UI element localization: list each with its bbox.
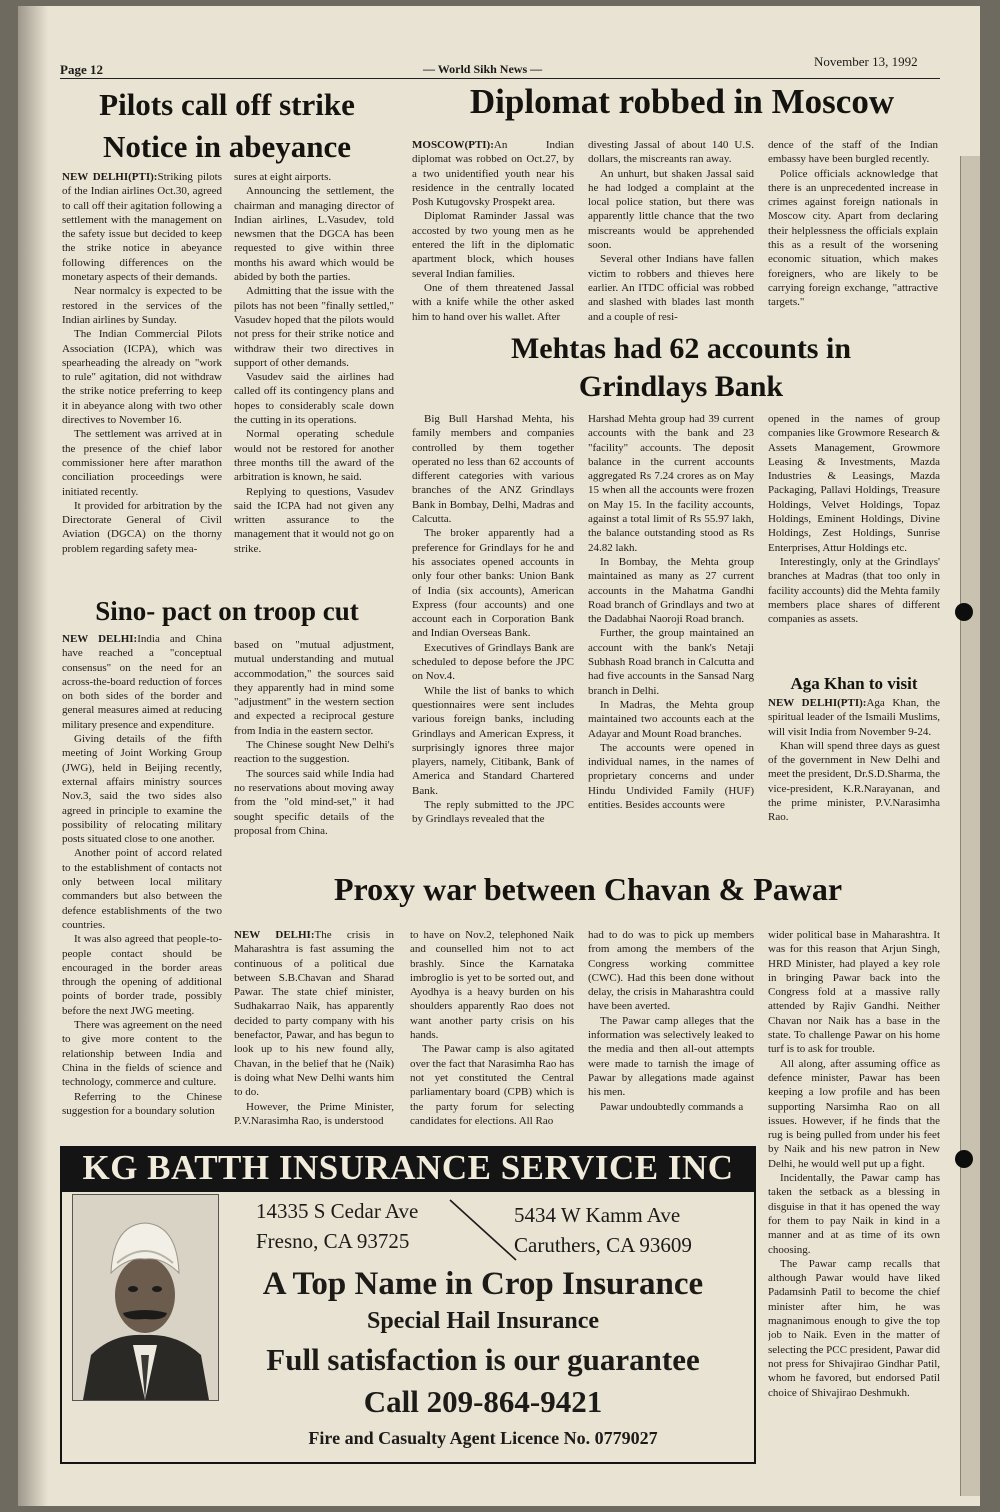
paragraph: The Pawar camp recalls that although Pawar would have liked Padamsinh Patil to become the chief minister after him, he was magnanimous enough to give the top job to Naik. Even in the matter of selecting the PCC president, Pawar did not press for Shivajirao Gindhar Patil, whom he favored, but endorsed Patil choice of Shivajirao Deshmukh.: [768, 1257, 940, 1399]
portrait-illustration: [73, 1195, 218, 1400]
issue-date: November 13, 1992: [814, 54, 918, 69]
aga-khan-column: [768, 696, 940, 864]
paragraph: sures at eight airports.: [234, 171, 332, 183]
paragraph: had to do was to pick up members from among the members of the Congress working committee (CWC). Had this been done without delay, the crisis in Maharashtra could have been averted.: [588, 929, 754, 1013]
paragraph: Replying to questions, Vasudev said the ICPA had not given any written assurance to the management that it would not go on strike.: [234, 485, 394, 555]
paragraph: dence of the staff of the Indian embassy have been burgled recently.: [768, 139, 938, 166]
paragraph: MOSCOW(PTI):An Indian diplomat was robbed on Oct.27, by a two unidentified youth near his residence in the centrally located Posh Kutugovsky Prospekt area.: [412, 139, 574, 209]
paragraph: NEW DELHI(PTI):Striking pilots of the Indian airlines Oct.30, agreed to call off their agitation following a settlement with the management on the safety issue but decided to keep the strike notice in abeyance following differences on the monetary aspects of their demands.: [62, 171, 222, 284]
page-number: Page 12: [60, 62, 103, 77]
address-caruthers: [514, 1200, 692, 1260]
pilots-subheadline: Notice in abeyance: [103, 129, 351, 164]
paragraph: Another point of accord related to the establishment of contacts not only between local military commanders but also between the defence establishments of the two countries.: [62, 847, 222, 931]
aga-khan-headline: Aga Khan to visit: [790, 674, 918, 693]
sino-column-2: [234, 638, 394, 862]
page-edge-shadow: [18, 6, 48, 1506]
paragraph: It provided for arbitration by the Directorate General of Civil Aviation (DGCA) on the thorny problem regarding safety mea-: [62, 499, 222, 555]
paragraph: wider political base in Maharashtra. It was for this reason that Arjun Singh, HRD Minister, had played a key role in bringing Pawar back into the Congress fold at a massive rally attended by Rajiv Gandhi. Neither Chavan nor Naik has a base in the state. To challenge Pawar on his home turf is to ask for trouble.: [768, 929, 940, 1056]
address-city: Caruthers, CA 93609: [514, 1233, 692, 1257]
ad-licence: Fire and Casualty Agent Licence No. 0779027: [308, 1428, 658, 1448]
pilots-column-2: [234, 170, 394, 594]
paragraph: Giving details of the fifth meeting of Joint Working Group (JWG), held in Beijing recently, external affairs ministry sources Nov.3, said the two sides also agreed in principle to examine the possibility of relocating military posts situated close to one another.: [62, 733, 222, 846]
paragraph: Harshad Mehta group had 39 current accounts with the bank and 23 "facility" accounts. The deposit balance in the current accounts aggregated Rs 7.24 crores as on May 15 when all the accounts were frozen on May 15. In the facility accounts, against a total limit of Rs 55.97 lakh, the balance outstanding stood as Rs 24.82 lakh.: [588, 413, 754, 554]
address-street: 14335 S Cedar Ave: [256, 1199, 419, 1223]
agent-portrait-photo: [72, 1194, 219, 1401]
binder-hole: [955, 1150, 973, 1168]
proxy-column-1: [234, 928, 394, 1140]
mehtas-column-2: [588, 412, 754, 862]
sino-column-1: [62, 632, 222, 1140]
paragraph: Announcing the settlement, the chairman and managing director of Indian airlines, L.Vasudev, told newsmen that the DGCA has been requested to give within three months his award which would be abided by both the parties.: [234, 185, 394, 284]
mehtas-column-1: [412, 412, 574, 862]
paragraph: based on "mutual adjustment, mutual understanding and mutual accommodation," the sources said they apparently had in mind some "adjustment" in the western section and expected a reciprocal gesture from India in the eastern sector.: [234, 639, 394, 737]
paragraph: Interestingly, only at the Grindlays' branches at Madras (that too only in facility accounts) did the Mehta family members place shares of different companies as assets.: [768, 555, 940, 626]
paragraph: The broker apparently had a preference for Grindlays for he and his associates opened accounts in only four other banks: Union Bank of India (six accounts), American Express (four accounts) and one account each in Corporation Bank and Indian Overseas Bank.: [412, 527, 574, 640]
moscow-column-1: [412, 138, 574, 334]
binder-hole: [955, 603, 973, 621]
paragraph: In Madras, the Mehta group maintained two accounts each at the Adayar and Mount Road branches.: [588, 698, 754, 740]
paragraph: Diplomat Raminder Jassal was accosted by two young men as he entered the lift in the diplomatic apartment block, which houses several Indian families.: [412, 210, 574, 280]
sino-headline: Sino- pact on troop cut: [95, 596, 359, 626]
paragraph: While the list of banks to which questionnaires were sent includes various foreign banks, including Grindlays and American Express, it surprisingly ignores three major players, namely, Citibank, Bank of America and Standard Chartered Bank.: [412, 684, 574, 797]
paragraph: NEW DELHI(PTI):Aga Khan, the spiritual leader of the Ismaili Muslims, will visit India from November 9-24.: [768, 697, 940, 738]
paragraph: Big Bull Harshad Mehta, his family members and companies controlled by them together operated no less than 62 accounts of different categories with various branches of the ANZ Grindlays Bank in Bombay, Delhi, Madras and Calcutta.: [412, 413, 574, 526]
paragraph: However, the Prime Minister, P.V.Narasimha Rao, is understood: [234, 1100, 394, 1127]
ad-special-hail: Special Hail Insurance: [366, 1308, 600, 1334]
proxy-column-4: [768, 928, 940, 1480]
paragraph: Further, the group maintained an account with the bank's Netaji Subhash Road branch in Calcutta and had five accounts in the Sansad Narg branch in Delhi.: [588, 627, 754, 697]
paragraph: The accounts were opened in individual names, in the names of proprietary concerns and under Hindu Undivided Family (HUF) entities. Besides accounts were: [588, 741, 754, 812]
paragraph: opened in the names of group companies like Growmore Research & Assets Management, Growmore Leasing & Investments, Mazda Industries & Leasings, Mazda Packaging, Pallavi Holdings, Treasure Holdings, Velvet Holdings, Topaz Holdings, Eminent Holdings, Divine Holdings, Zest Holdings, Sunrise Enterprises, Attur Holdings etc.: [768, 413, 940, 554]
address-city: Fresno, CA 93725: [256, 1229, 410, 1253]
paragraph: An unhurt, but shaken Jassal said he had lodged a complaint at the local police station, but there was apparently little chance that the two miscreants would be apprehended soon.: [588, 167, 754, 252]
page-edge-ruler: [960, 156, 980, 1496]
newspaper-page: [18, 6, 980, 1506]
paragraph: Several other Indians have fallen victim to robbers and thieves here earlier. An ITDC official was robbed and slashed with blades last month and a couple of resi-: [588, 253, 754, 323]
paragraph: The Pawar camp alleges that the information was selectively leaked to the media and then all-out attempts were made to tarnish the image of Pawar by allegations made against his men.: [588, 1014, 754, 1099]
paragraph: The reply submitted to the JPC by Grindlays revealed that the: [412, 799, 574, 826]
proxy-column-2: [410, 928, 574, 1140]
mehtas-headline: Mehtas had 62 accounts in: [510, 332, 852, 365]
address-fresno: [256, 1196, 418, 1256]
paragraph: One of them threatened Jassal with a knife while the other asked him to hand over his wallet. After: [412, 281, 574, 323]
paragraph: There was agreement on the need to give more content to the relationship between India and China in the fields of science and technology, commerce and culture.: [62, 1019, 222, 1089]
moscow-headline: Diplomat robbed in Moscow: [469, 82, 895, 121]
paragraph: The Chinese sought New Delhi's reaction to the suggestion.: [234, 739, 394, 766]
ad-banner: KG BATTH INSURANCE SERVICE INC: [60, 1146, 756, 1190]
mehtas-subheadline: Grindlays Bank: [578, 370, 784, 403]
proxy-column-3: [588, 928, 754, 1140]
insurance-advertisement: [60, 1146, 756, 1464]
paragraph: Admitting that the issue with the pilots has not been "finally settled," Vasudev hoped that the pilots would not press for their strike notice and withdraw their two directives in support of other demands.: [234, 285, 394, 369]
paragraph: All along, after assuming office as defence minister, Pawar has been keeping a low profile and has been supporting Narsimha Rao on all issues. However, if he finds that the rug is being pulled from under his feet by Naik and his new patron in New Delhi, he would well put up a fight.: [768, 1057, 940, 1170]
pilots-headline: Pilots call off strike: [99, 87, 355, 122]
paragraph: Pawar undoubtedly commands a: [600, 1100, 744, 1113]
paragraph: Referring to the Chinese suggestion for a boundary solution: [62, 1090, 222, 1117]
paragraph: Vasudev said the airlines had called off its contingency plans and hopes to considerably scale down the cutting in its operations.: [234, 371, 394, 427]
paragraph: Khan will spend three days as guest of the government in New Delhi and meet the president, Dr.S.D.Sharma, the vice-president, K.R.Narayanan, and the prime minister, P.V.Narasimha Rao.: [768, 739, 940, 824]
paragraph: It was also agreed that people-to-people contact should be encouraged in the border areas through the opening of additional points of border trade, possibly before the next JWG meeting.: [62, 933, 222, 1017]
paragraph: to have on Nov.2, telephoned Naik and counselled him not to act brashly. Since the Karnataka imbroglio is yet to be sorted out, and Ayodhya is a heavy burden on his shoulders apparently Rao does not want another party crisis on his hands.: [410, 929, 574, 1042]
paragraph: Normal operating schedule would not be restored for another three months till the award of the arbitration is known, he said.: [234, 428, 394, 484]
paragraph: In Bombay, the Mehta group maintained as many as 27 current accounts in the Mahatma Gandhi Road branch of Grindlays and two at the Dadabhai Naoroji Road branch.: [588, 555, 754, 626]
address-street: 5434 W Kamm Ave: [514, 1203, 681, 1227]
paragraph: Near normalcy is expected to be restored in the services of the Indian airlines by Sunday.: [62, 285, 222, 326]
paragraph: The settlement was arrived at in the presence of the chief labor commissioner here after marathon conciliation proceedings were initiated recently.: [62, 428, 222, 498]
paper-name: — World Sikh News —: [423, 62, 543, 76]
ad-guarantee: Full satisfaction is our guarantee: [266, 1342, 700, 1377]
paragraph: NEW DELHI:The crisis in Maharashtra is fast assuming the continuous of a political due between S.B.Chavan and Sharad Pawar. The state chief minister, Sudhakarrao Naik, has apparently decided to party company with his benefactor, Pawar, and has begun to look up to his new found ally, Chavan, in the belief that he (Naik) is doing what New Delhi wants him to do.: [234, 929, 394, 1099]
ad-phone: Call 209-864-9421: [363, 1384, 603, 1419]
paragraph: Police officials acknowledge that there is an unprecedented increase in crimes against foreign nationals in Moscow city. Apart from declaring their helplessness the officials explain this as a result of the worsening economic situation, which makes foreigners, who are likely to be carrying foreign exchange, "attractive targets.": [768, 167, 938, 309]
moscow-column-3: [768, 138, 938, 334]
proxy-headline: Proxy war between Chavan & Pawar: [333, 871, 843, 907]
paragraph: The Pawar camp is also agitated over the fact that Narasimha Rao has not yet constituted the Central parliamentary board (CPB) which is the party forum for selecting candidates for elections. All Rao: [410, 1043, 574, 1127]
pilots-column-1: [62, 170, 222, 594]
paragraph: divesting Jassal of about 140 U.S. dollars, the miscreants ran away.: [588, 139, 754, 166]
moscow-column-2: [588, 138, 754, 334]
paragraph: Incidentally, the Pawar camp has taken the setback as a blessing in disguise in that it has opened the way for them to pay Naik in kind in a manner and at as time of its own choosing.: [768, 1172, 940, 1256]
masthead-rule: [60, 78, 940, 79]
paragraph: Executives of Grindlays Bank are scheduled to depose before the JPC on Nov.4.: [412, 641, 574, 683]
paragraph: The Indian Commercial Pilots Association (ICPA), which was spearheading the already on "work to rule" agitation, did not withdraw the strike notice preferring to keep it in abeyance along with two other directives to November 16.: [62, 328, 222, 427]
paragraph: The sources said while India had no reservations about moving away from the "old mind-set," it had sought specific details of the proposal from China.: [234, 767, 394, 837]
paragraph: NEW DELHI:India and China have reached a "conceptual consensus" on the need for an across-the-board reduction of forces on both sides of the border and general measures aimed at reducing military presence and expenditure.: [62, 633, 222, 731]
ad-tagline: A Top Name in Crop Insurance: [262, 1266, 704, 1302]
address-divider-slash: [448, 1198, 518, 1262]
mehtas-column-3: [768, 412, 940, 668]
